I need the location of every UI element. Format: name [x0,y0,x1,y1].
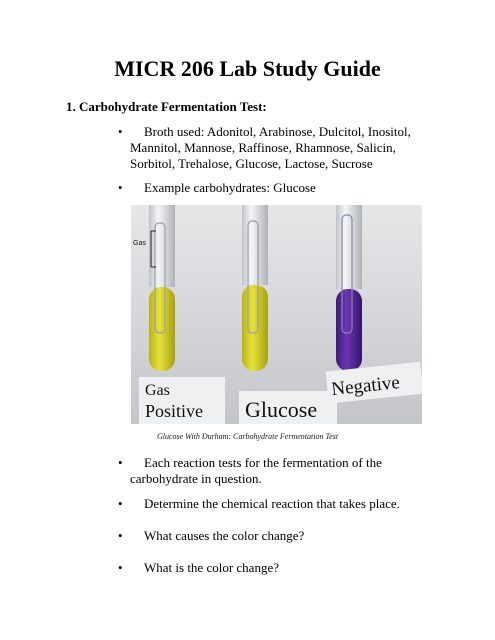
bullet-dot: • [118,560,123,575]
figure-caption: Glucose With Durham: Carbohydrate Fermentation Test [156,432,339,441]
bullet-dot: • [118,496,123,511]
bullet-text: Each reaction tests for the fermentation of the carbohydrate in question. [130,455,382,486]
bullet-text: Determine the chemical reaction that takes place. [144,496,400,511]
bullet-dot: • [118,528,123,543]
tube-middle-broth [242,285,268,371]
bullet-text: What causes the color change? [144,528,305,543]
tube-left-top [149,205,175,287]
tube-middle-top [242,205,268,285]
fermentation-test-photo [131,205,422,424]
card-text-positive: Positive [145,401,204,421]
card-text-negative: Negative [330,372,401,401]
bullet-color-cause [118,528,444,544]
bullet-example-carbohydrates [118,180,444,196]
tube-right-top [336,205,362,289]
bullet-dot: • [118,180,123,195]
bullet-determine-reaction [118,496,444,512]
bullet-text: Broth used: Adonitol, Arabinose, Dulcitol, Inositol, Mannitol, Mannose, Raffinose, Rhamnose, Salicin, Sorbitol, Trehalose, Glucose, Lactose, Sucrose [130,124,411,171]
bullet-dot: • [118,455,123,470]
section-heading: 1. Carbohydrate Fermentation Test: [66,99,267,114]
tube-left-broth [149,287,175,371]
card-text-gas: Gas [145,382,170,399]
page-title: MICR 206 Lab Study Guide [114,56,381,81]
tube-right-broth [336,289,362,371]
bullet-each-reaction [118,455,430,487]
bullet-dot: • [118,124,123,139]
photo-illustration [131,205,422,424]
gas-bracket-label: Gas [133,240,146,247]
card-text-glucose: Glucose [245,397,318,422]
bullet-broth-used [118,124,430,172]
bullet-text: What is the color change? [144,560,279,575]
bullet-text: Example carbohydrates: Glucose [144,180,316,195]
bullet-color-change [118,560,444,576]
